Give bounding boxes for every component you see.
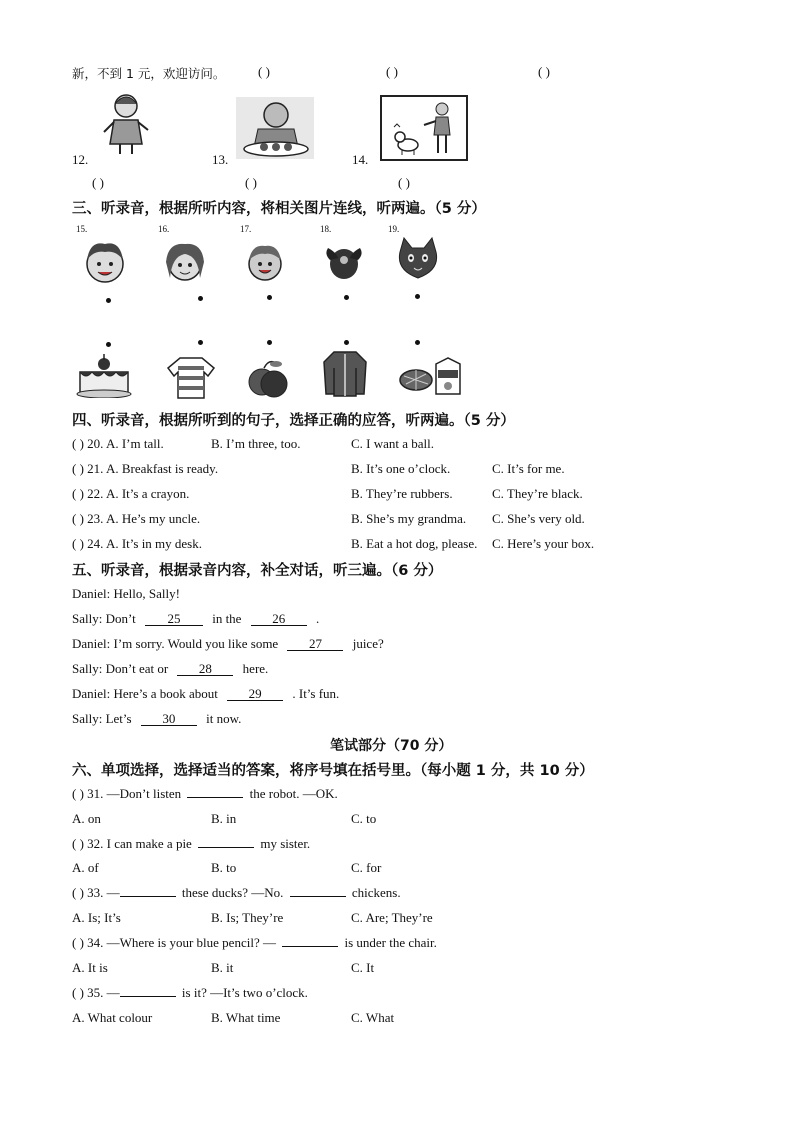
boy-face-icon: [80, 238, 130, 286]
dialog-text: juice?: [352, 636, 384, 651]
question-text: chickens.: [351, 885, 401, 900]
answer-bracket: ( ): [398, 175, 410, 190]
question-stem: ( ) 22. A. It’s a crayon.: [72, 486, 190, 501]
option-c: C. I want a ball.: [351, 436, 435, 451]
jacket-icon: [322, 350, 368, 398]
speaker: Sally:: [72, 711, 103, 726]
option-b: B. She’s my grandma.: [351, 511, 467, 526]
speaker: Daniel:: [72, 636, 111, 651]
dialog-text: it now.: [206, 711, 242, 726]
question-text: these ducks? —No.: [181, 885, 284, 900]
sweater-icon: [166, 356, 216, 400]
item-number: 12.: [72, 152, 89, 167]
question-text: ( ) 31. —Don’t listen: [72, 786, 182, 801]
option-a: A. What colour: [72, 1010, 153, 1025]
blank-26[interactable]: 26: [251, 612, 307, 626]
option-c: C. for: [351, 860, 382, 875]
dialog-line: [72, 611, 319, 627]
match-dot[interactable]: [415, 294, 420, 299]
dialog-text: Let’s: [105, 711, 132, 726]
question-text: is under the chair.: [344, 935, 437, 950]
blank-27[interactable]: 27: [287, 637, 343, 651]
blank-25[interactable]: 25: [145, 612, 203, 626]
answer-blank[interactable]: [290, 896, 346, 897]
option-b: B. to: [211, 860, 237, 875]
item-number: 16.: [158, 224, 170, 234]
question-text: the robot. —OK.: [249, 786, 338, 801]
option-a: A. Is; It’s: [72, 910, 121, 925]
blank-30[interactable]: 30: [141, 712, 197, 726]
item-number: 19.: [388, 224, 400, 234]
item-number: 14.: [352, 152, 369, 167]
option-b: B. Is; They’re: [211, 910, 284, 925]
cake-icon: [76, 352, 132, 398]
answer-bracket: ( ): [538, 64, 550, 79]
top-fragment: 新，不到 1 元，欢迎访问。: [72, 66, 226, 81]
question-stem: ( ) 24. A. It’s in my desk.: [72, 536, 202, 551]
answer-bracket: ( ): [386, 64, 398, 79]
question-31: [72, 786, 338, 802]
option-a: A. on: [72, 811, 101, 826]
question-33: [72, 885, 401, 901]
option-c: C. Are; They’re: [351, 910, 433, 925]
answer-blank[interactable]: [187, 797, 243, 798]
option-b: B. Eat a hot dog, please.: [351, 536, 478, 551]
blank-29[interactable]: 29: [227, 687, 283, 701]
girl-pointing-icon: [96, 90, 156, 158]
match-dot[interactable]: [106, 342, 111, 347]
question-stem: ( ) 21. A. Breakfast is ready.: [72, 461, 219, 476]
apples-icon: [244, 356, 292, 400]
speaker: Daniel:: [72, 586, 111, 601]
question-stem: ( ) 20. A. I’m tall.: [72, 436, 164, 451]
pie-and-milk-icon: [398, 356, 464, 396]
answer-blank[interactable]: [282, 946, 338, 947]
written-part-title: 笔试部分（70 分）: [330, 738, 453, 754]
question-35: [72, 985, 308, 1001]
speaker: Sally:: [72, 611, 103, 626]
dialog-text: I’m sorry. Would you like some: [113, 636, 279, 651]
answer-bracket: ( ): [258, 64, 270, 79]
option-a: A. It is: [72, 960, 108, 975]
speaker: Sally:: [72, 661, 103, 676]
girl-smiling-icon: [240, 238, 290, 286]
option-b: B. What time: [211, 1010, 281, 1025]
dialog-text: in the: [212, 611, 242, 626]
match-dot[interactable]: [106, 298, 111, 303]
dialog-line: [72, 636, 384, 652]
item-number: 18.: [320, 224, 332, 234]
section-5-heading: 五、听录音，根据录音内容，补全对话，听三遍。（6 分）: [72, 563, 443, 579]
question-text: ( ) 34. —Where is your blue pencil? —: [72, 935, 276, 950]
section-3-heading: 三、听录音，根据所听内容，将相关图片连线，听两遍。（5 分）: [72, 201, 486, 217]
question-32: [72, 836, 310, 852]
question-text: is it? —It’s two o’clock.: [181, 985, 308, 1000]
item-number: 17.: [240, 224, 252, 234]
answer-blank[interactable]: [198, 847, 254, 848]
dialog-text: Don’t eat or: [105, 661, 169, 676]
option-c: C. She’s very old.: [492, 511, 585, 526]
option-a: A. of: [72, 860, 99, 875]
dialog-line: [72, 661, 268, 677]
match-dot[interactable]: [198, 296, 203, 301]
cat-icon: [394, 236, 442, 282]
option-c: C. It’s for me.: [492, 461, 565, 476]
match-dot[interactable]: [415, 340, 420, 345]
question-34: [72, 935, 437, 951]
match-dot[interactable]: [198, 340, 203, 345]
dialog-text: here.: [242, 661, 269, 676]
section-6-heading: 六、单项选择，选择适当的答案，将序号填在括号里。（每小题 1 分，共 10 分）: [72, 763, 594, 779]
answer-bracket: ( ): [245, 175, 257, 190]
option-c: C. Here’s your box.: [492, 536, 595, 551]
option-b: B. in: [211, 811, 237, 826]
answer-blank[interactable]: [120, 996, 176, 997]
question-stem: ( ) 23. A. He’s my uncle.: [72, 511, 201, 526]
option-c: C. It: [351, 960, 375, 975]
option-b: B. They’re rubbers.: [351, 486, 453, 501]
boy-eating-icon: [236, 97, 314, 159]
blank-28[interactable]: 28: [177, 662, 233, 676]
item-number: 15.: [76, 224, 88, 234]
option-b: B. I’m three, too.: [211, 436, 301, 451]
answer-bracket: ( ): [92, 175, 104, 190]
dialog-text: Here’s a book about: [113, 686, 218, 701]
question-text: my sister.: [260, 836, 311, 851]
dialog-text: .: [315, 611, 320, 626]
section-4-heading: 四、听录音，根据所听到的句子，选择正确的应答，听两遍。（5 分）: [72, 413, 515, 429]
man-with-dog-icon: [380, 95, 468, 161]
dialog-line: [72, 686, 339, 702]
question-text: ( ) 35. —: [72, 985, 120, 1000]
option-c: C. to: [351, 811, 377, 826]
dialog-line: [72, 586, 180, 602]
dialog-text: Hello, Sally!: [113, 586, 180, 601]
answer-blank[interactable]: [120, 896, 176, 897]
option-c: C. What: [351, 1010, 395, 1025]
dialog-text: Don’t: [105, 611, 136, 626]
question-text: ( ) 32. I can make a pie: [72, 836, 192, 851]
option-b: B. It’s one o’clock.: [351, 461, 451, 476]
question-text: ( ) 33. —: [72, 885, 120, 900]
bird-icon: [322, 240, 366, 284]
option-c: C. They’re black.: [492, 486, 583, 501]
option-b: B. it: [211, 960, 234, 975]
match-dot[interactable]: [267, 295, 272, 300]
speaker: Daniel:: [72, 686, 111, 701]
girl-face-icon: [160, 238, 210, 286]
match-dot[interactable]: [344, 295, 349, 300]
dialog-line: [72, 711, 241, 727]
item-number: 13.: [212, 152, 229, 167]
dialog-text: . It’s fun.: [292, 686, 340, 701]
match-dot[interactable]: [344, 340, 349, 345]
match-dot[interactable]: [267, 340, 272, 345]
